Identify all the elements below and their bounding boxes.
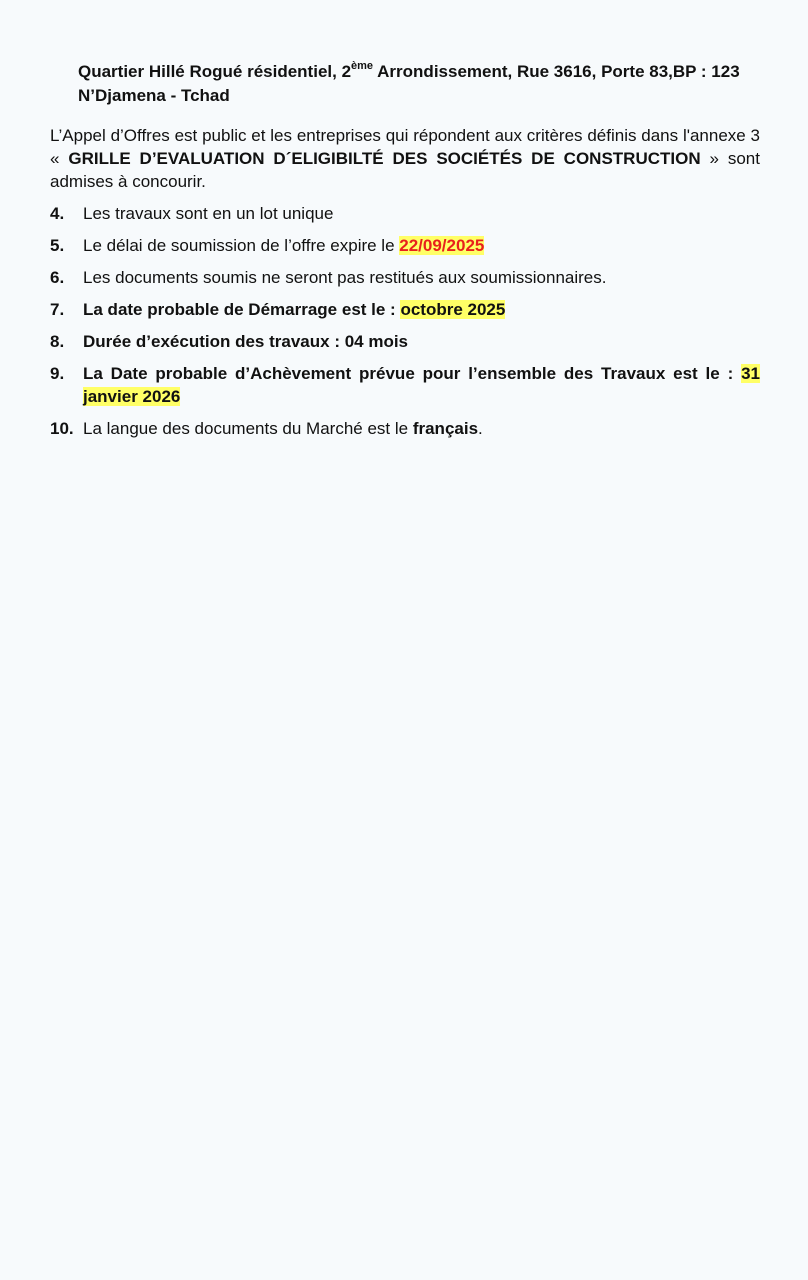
item-text-content: La Date probable d’Achèvement prévue pour l’ensemble des Travaux est le : (83, 364, 742, 383)
list-item (50, 202, 760, 225)
item-text-content: Les documents soumis ne seront pas restitués aux soumissionnaires. (83, 268, 607, 287)
item-number: 4. (50, 204, 65, 223)
item-number: 7. (50, 300, 65, 319)
address-line1 (78, 62, 740, 81)
intro-text-end: » sont admises à concourir. (50, 149, 760, 191)
item-suffix: . (478, 419, 483, 438)
item-number: 8. (50, 332, 65, 351)
completion-date-highlight: 31 janvier 2026 (83, 364, 760, 406)
item-number: 5. (50, 236, 65, 255)
item-number: 6. (50, 268, 65, 287)
list-item (50, 234, 760, 257)
item-text-content: La date probable de Démarrage est le : (83, 300, 401, 319)
item-text (83, 417, 760, 440)
intro-paragraph (50, 124, 760, 193)
list-item (50, 266, 760, 289)
item-text (83, 298, 760, 321)
numbered-list (50, 202, 760, 449)
item-text (83, 330, 760, 353)
language-bold: français (412, 419, 479, 438)
intro-bold-title: GRILLE D’EVALUATION D´ELIGIBILTÉ DES SOCIÉTÉS DE CONSTRUCTION (68, 149, 701, 168)
item-text-content: Durée d’exécution des travaux : 04 mois (83, 332, 409, 351)
address-superscript: ème (351, 60, 374, 73)
item-text (83, 202, 760, 225)
list-item (50, 330, 760, 353)
address-part1: Quartier Hillé Rogué résidentiel, 2 (78, 62, 352, 81)
start-date-highlight: octobre 2025 (400, 300, 506, 319)
list-item (50, 298, 760, 321)
address-part2: Arrondissement, Rue 3616, Porte 83,BP : 123 (373, 62, 740, 81)
item-number: 10. (50, 419, 74, 438)
address-block (78, 60, 760, 108)
deadline-date-highlight: 22/09/2025 (399, 236, 485, 255)
intro-text-start: L’Appel d’Offres est public et les entreprises qui répondent aux critères définis dans l'annexe 3 « (50, 126, 760, 168)
address-line2: N’Djamena - Tchad (78, 86, 230, 105)
item-text-content: Les travaux sont en un lot unique (83, 204, 334, 223)
list-item (50, 417, 760, 440)
item-text (83, 362, 760, 408)
item-text-content: La langue des documents du Marché est le (83, 419, 413, 438)
item-number: 9. (50, 364, 65, 383)
item-text-content: Le délai de soumission de l’offre expire le (83, 236, 400, 255)
item-text (83, 266, 760, 289)
list-item (50, 362, 760, 408)
item-text (83, 234, 760, 257)
